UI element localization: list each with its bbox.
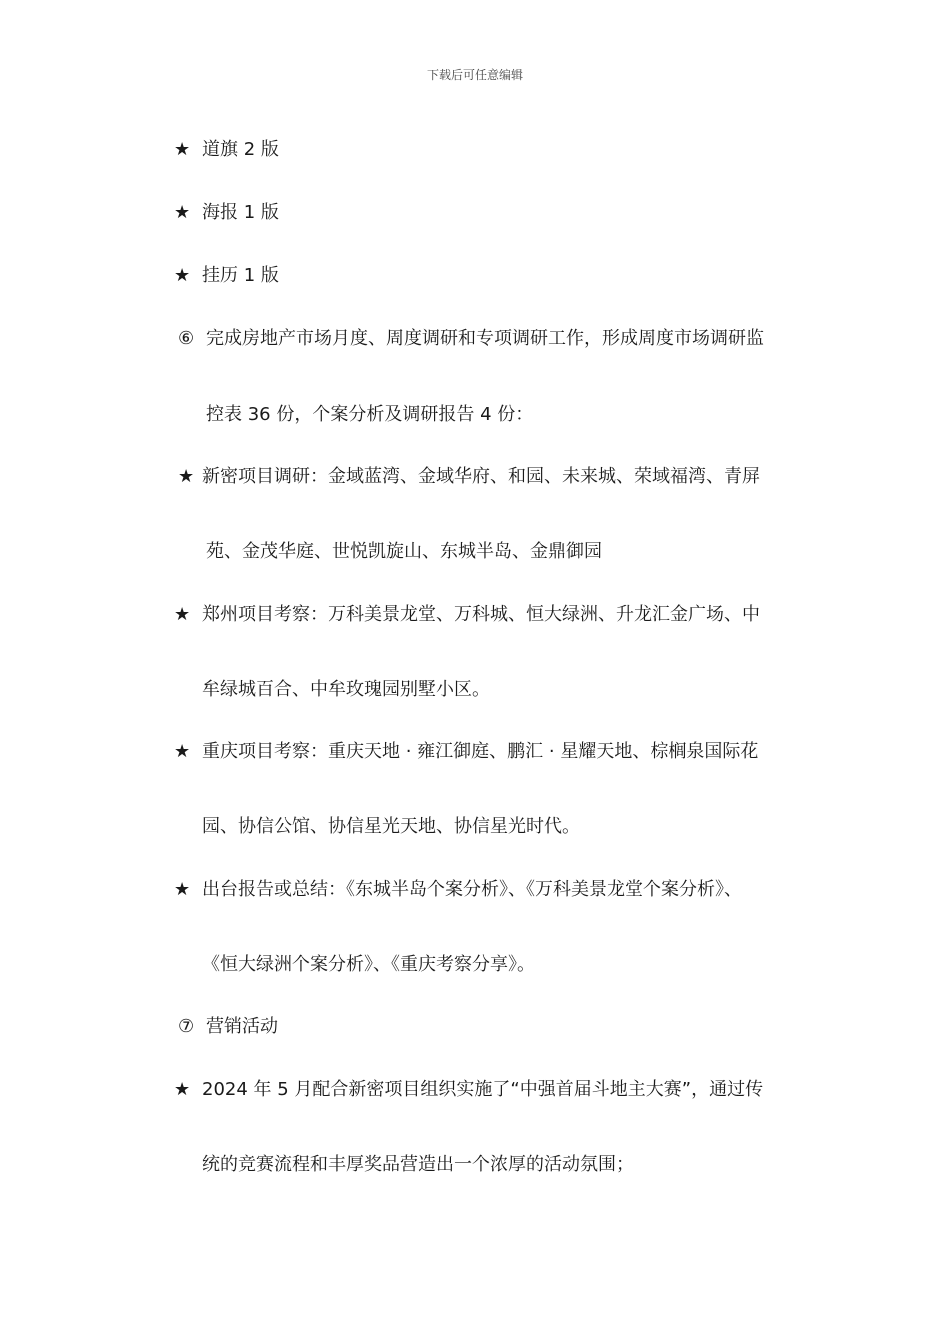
- section-text: 完成房地产市场月度、周度调研和专项调研工作，形成周度市场调研监: [206, 328, 764, 349]
- star-icon: ★: [174, 604, 191, 625]
- section-text: 营销活动: [206, 1016, 278, 1037]
- list-item-banner: [174, 138, 279, 162]
- list-item-reports: [174, 878, 742, 902]
- list-item-event: [174, 1078, 763, 1102]
- list-item-text: 2024 年 5 月配合新密项目组织实施了“中强首届斗地主大赛”，通过传: [202, 1079, 764, 1100]
- list-item-text: 道旗 2 版: [202, 139, 279, 160]
- list-item-zhengzhou-visit: [174, 603, 760, 627]
- page-header-note: 下载后可任意编辑: [426, 68, 523, 82]
- list-item-text: 海报 1 版: [202, 202, 279, 223]
- list-item-xinmi-research-continued: [206, 540, 602, 564]
- list-item-chongqing-visit-continued: [202, 815, 580, 839]
- star-icon: ★: [174, 879, 191, 900]
- list-item-text: 苑、金茂华庭、世悦凯旋山、东城半岛、金鼎御园: [206, 541, 602, 562]
- list-item-text: 挂历 1 版: [202, 265, 279, 286]
- list-item-text: 新密项目调研：金域蓝湾、金域华府、和园、未来城、荣域福湾、青屏: [202, 466, 760, 487]
- list-item-chongqing-visit: [174, 740, 758, 764]
- circled-number-7: ⑦: [178, 1016, 195, 1037]
- star-icon: ★: [174, 265, 191, 286]
- list-item-event-continued: [202, 1153, 634, 1177]
- star-icon: ★: [178, 466, 195, 487]
- list-item-zhengzhou-visit-continued: [202, 678, 490, 702]
- list-item-text: 重庆项目考察：重庆天地 · 雍江御庭、鹏汇 · 星耀天地、棕榈泉国际花: [202, 741, 759, 762]
- section-item-6: [178, 327, 764, 351]
- section-item-7: [178, 1015, 278, 1039]
- list-item-text: 出台报告或总结：《东城半岛个案分析》、《万科美景龙堂个案分析》、: [202, 879, 742, 900]
- list-item-text: 牟绿城百合、中牟玫瑰园别墅小区。: [202, 679, 490, 700]
- list-item-text: 郑州项目考察：万科美景龙堂、万科城、恒大绿洲、升龙汇金广场、中: [202, 604, 760, 625]
- list-item-reports-continued: [202, 953, 535, 977]
- circled-number-6: ⑥: [178, 328, 195, 349]
- star-icon: ★: [174, 139, 191, 160]
- list-item-text: 园、协信公馆、协信星光天地、协信星光时代。: [202, 816, 580, 837]
- list-item-text: 《恒大绿洲个案分析》、《重庆考察分享》。: [202, 954, 535, 975]
- star-icon: ★: [174, 741, 191, 762]
- list-item-poster: [174, 201, 279, 225]
- list-item-text: 统的竞赛流程和丰厚奖品营造出一个浓厚的活动氛围；: [202, 1154, 634, 1175]
- section-text: 控表 36 份，个案分析及调研报告 4 份：: [206, 404, 534, 425]
- list-item-calendar: [174, 264, 279, 288]
- list-item-xinmi-research: [178, 465, 760, 489]
- star-icon: ★: [174, 202, 191, 223]
- section-item-6-continued: [206, 403, 533, 427]
- star-icon: ★: [174, 1079, 191, 1100]
